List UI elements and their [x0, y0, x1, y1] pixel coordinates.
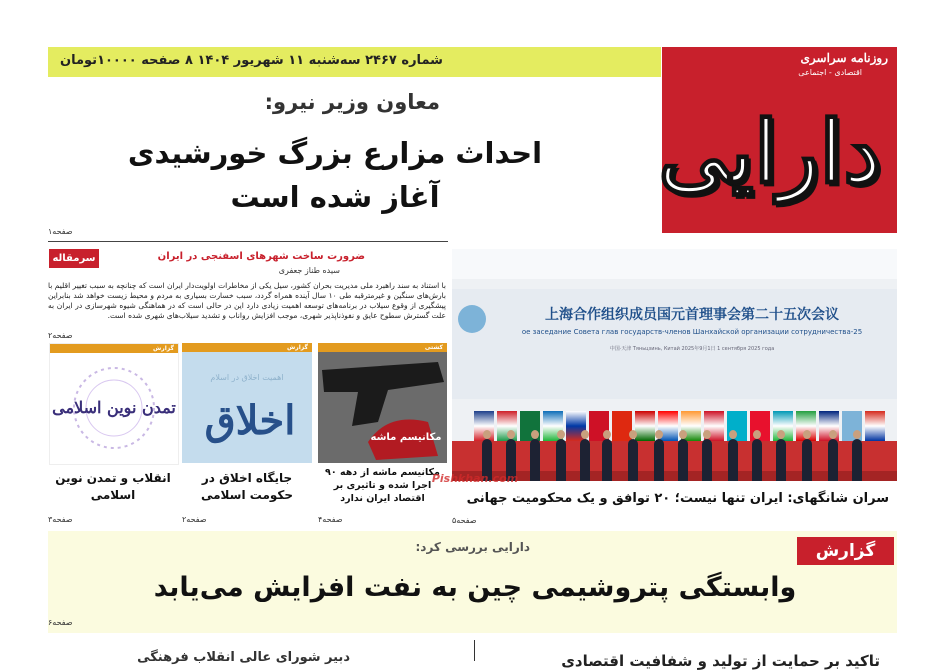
bottom-left-headline[interactable]: دبیر شورای عالی انقلاب فرهنگی	[137, 650, 350, 665]
headline-line-2[interactable]: آغاز شده است	[230, 180, 440, 214]
ethics-art-text: اخلاق	[204, 397, 296, 444]
thumb-tag: کشتی	[318, 343, 447, 352]
editorial-author: سیده طناز جعفری	[278, 266, 340, 275]
issue-info: شماره ۲۴۶۷ سه‌شنبه ۱۱ شهریور ۱۴۰۴ ۸ صفحه ۱۰۰۰۰تومان	[60, 53, 443, 68]
newspaper-logo[interactable]: دارایی	[658, 102, 882, 203]
headline-line-1[interactable]: احداث مزارع بزرگ خورشیدی	[127, 136, 543, 170]
thumb-page-ref[interactable]: صفحه۲	[182, 515, 207, 524]
bottom-right-headline[interactable]: تاکید بر حمایت از تولید و شفافیت اقتصادی	[561, 652, 880, 670]
svg-text:اهمیت اخلاق در اسلام: اهمیت اخلاق در اسلام	[210, 373, 284, 382]
photo-page-ref[interactable]: صفحه۵	[452, 516, 477, 525]
logo-subtitle-2: اقتصادی - اجتماعی	[798, 68, 862, 77]
headline-kicker: معاون وزیر نیرو:	[264, 90, 440, 114]
sco-logo-icon	[458, 305, 486, 333]
gun-art-text: مکانیسم ماشه	[370, 432, 442, 443]
thumb-tag: گزارش	[182, 343, 312, 352]
editorial-title[interactable]: ضرورت ساخت شهرهای اسفنجی در ایران	[157, 251, 365, 262]
civilization-art-text: تمدن نوین اسلامی	[52, 398, 176, 417]
report-page-ref[interactable]: صفحه۶	[48, 618, 73, 627]
sco-summit-photo[interactable]	[452, 249, 897, 481]
editorial-body: با استناد به سند راهبرد ملی مدیریت بحران کشور، سیل یکی از مخاطرات اولویت‌دار ایران است که چنانچه به سبب تغییر اقلیم با بارش‌های سنگین و غیرمترقبه طی ۱۰ سال آینده همراه گردد، سبب خسارت بسیاری به مردم و محیط زیست خواهد شد بنابراین پیشگیری از وقوع سیلاب در برنامه‌های توسعه اهمیت زیادی دارد این در حالی است که در هماهنگی شیوه شهرسازی در ایران به علت گسترش سطوح عایق و نفوذناپذیر شهری، موجب افزایش رواناب و تشدید سیلاب‌های شهری شده است.	[48, 281, 446, 320]
thumb-title-snapback[interactable]: مکانیسم ماشه از دهه ۹۰ اجرا شده و تاثیری بر اقتصاد ایران ندارد	[325, 467, 440, 504]
ethics-art	[182, 352, 312, 463]
thumb-civilization[interactable]	[49, 343, 179, 465]
report-badge: گزارش	[797, 537, 894, 565]
watermark: Pishkhan.com	[431, 472, 519, 485]
civilization-art	[50, 353, 178, 464]
photo-caption[interactable]: سران شانگهای: ایران تنها نیست؛ ۲۰ توافق و یک محکومیت جهانی	[452, 481, 897, 519]
report-title[interactable]: وابستگی پتروشیمی چین به نفت افزایش می‌یابد	[153, 572, 797, 603]
thumb-tag: گزارش	[50, 344, 178, 353]
thumb-page-ref[interactable]: صفحه۳	[48, 515, 73, 524]
report-kicker: دارایی بررسی کرد:	[415, 540, 530, 554]
thumb-ethics[interactable]	[182, 343, 312, 463]
column-divider	[474, 640, 475, 661]
thumb-title-ethics[interactable]: جایگاه اخلاق در حکومت اسلامی	[200, 471, 294, 502]
thumb-title-civilization[interactable]: انقلاب و تمدن نوین اسلامی	[55, 471, 171, 502]
editorial-badge: سرمقاله	[49, 249, 99, 268]
banner-russian: 25-ое заседание Совета глав государств-членов Шанхайской организации сотрудничества	[521, 328, 863, 336]
thumb-page-ref[interactable]: صفحه۴	[318, 515, 343, 524]
thumb-snapback[interactable]	[318, 343, 447, 463]
banner-small: 中国·天津 Тяньцзинь, Китай 2025年9月1日 1 сентября 2025 года	[609, 346, 775, 352]
banner-chinese: 上海合作组织成员国元首理事会第二十五次会议	[545, 307, 839, 323]
headline-page-ref[interactable]: صفحه۱	[48, 227, 73, 236]
editorial-page-ref[interactable]: صفحه۲	[48, 331, 73, 340]
logo-subtitle: روزنامه سراسری	[800, 51, 888, 65]
divider	[48, 241, 448, 242]
gun-art	[318, 352, 447, 463]
